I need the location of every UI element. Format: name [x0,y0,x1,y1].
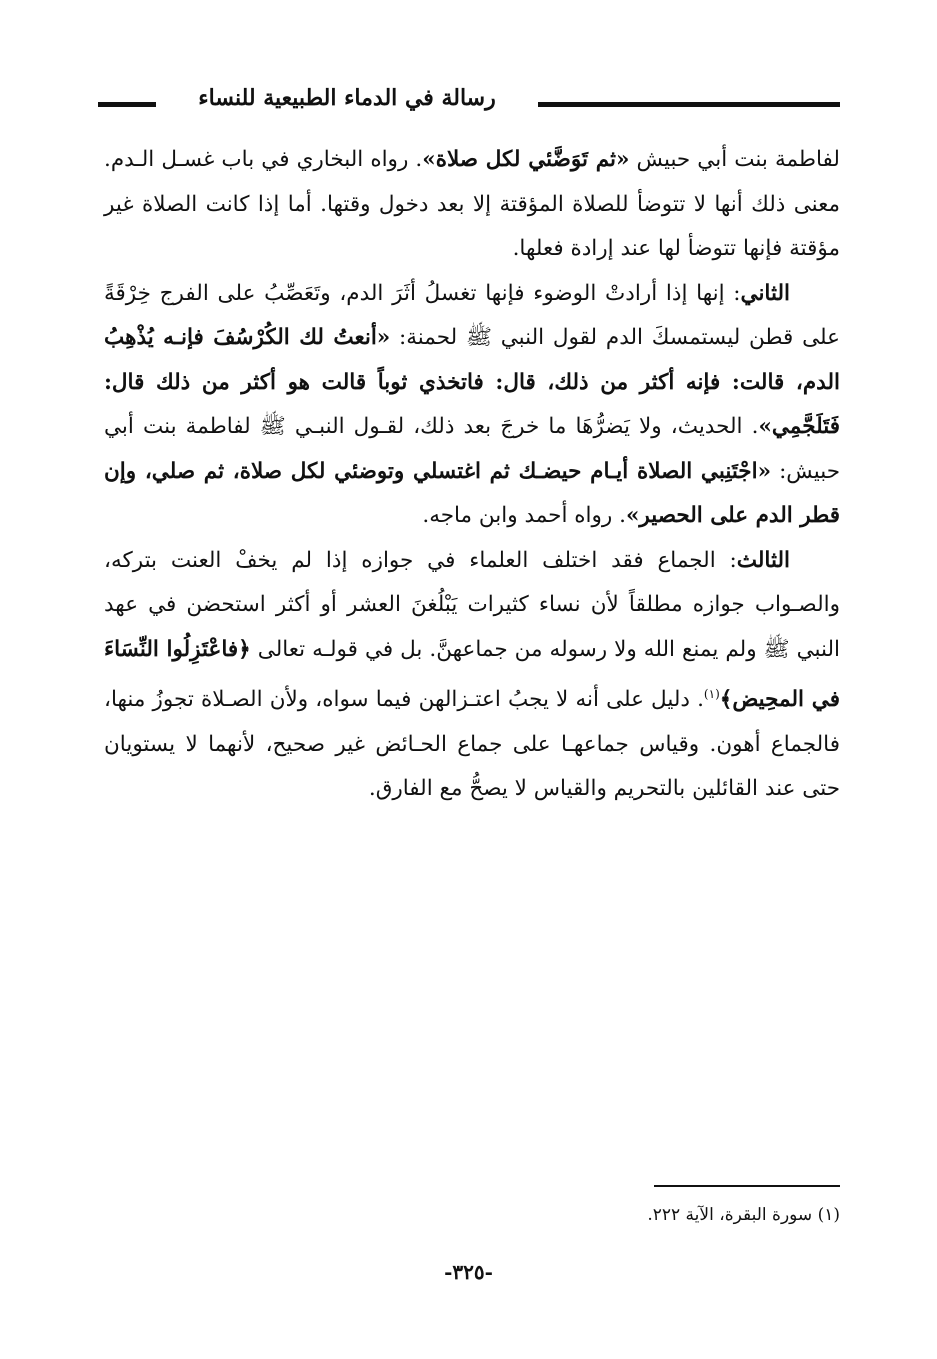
paragraph-2 [104,272,840,539]
quran-verse-quote: ﴿فاعْتَزِلُوا النِّسَاءَ في المحِيض﴾ [104,636,840,713]
paragraph-3 [104,539,840,812]
header-rule-left [98,102,156,107]
paragraph-2-text-c: . الحديث، ولا يَضرُّهَا ما خرجَ بعد ذلك، لقـول النبـي ﷺ لفاطمة بنت أبي حبيش: [104,414,840,484]
running-header [98,80,840,120]
hadith-quote-1: «ثم تَوَضَّئي لكل صلاة» [422,147,630,172]
paragraph-1 [104,138,840,272]
header-rule-right [538,102,840,107]
footnote-marker: (١) [703,687,720,701]
paragraph-3-text-a: : الجماع فقد اختلف العلماء في جوازه إذا لم يخفْ العنت بتركه، والصـواب جوازه مطلقاً لأن نساء كثيرات يَبْلُغنَ العشر أو أكثر استحضن في عهد النبي ﷺ ولم يمنع الله ولا رسوله من جماعهنَّ. بل في قولـه تعالى [104,547,841,662]
paragraph-2-text-a: : إنها إذا أرادتْ الوضوء فإنها تغسلُ أثَرَ الدم، وتَعَصِّبُ على الفرج خِرْقَةً على قطن ليستمسكَ الدم لقول النبي ﷺ لحمنة: [104,280,840,350]
paragraph-1-text-a: لفاطمة بنت أبي حبيش [629,147,840,172]
paragraph-2-text-e: . رواه أحمد وابن ماجه. [422,503,626,528]
footnote-separator [654,1185,840,1187]
main-text [104,138,840,812]
hadith-quote-3: «اجْتَنِبي الصلاة أيـام حيضـك ثم اغتسلي وتوضئي لكل صلاة، ثم صلي، وإن قطر الدم على الحصير» [104,458,840,528]
second-point-label: الثاني [740,280,790,306]
page-number: -٣٢٥- [444,1260,493,1284]
hadith-quote-2: «أنعتُ لك الكُرْسُفَ فإنـه يُذْهِبُ الدم، قالت: فإنه أكثر من ذلك، قال: فاتخذي ثوباً قالت هو أكثر من ذلك قال: فَتَلَجَّمِي» [104,325,840,439]
paragraph-3-text-c: . دليل على أنه لا يجبُ اعتـزالهن فيما سواه، ولأن الصـلاة تجوزُ منها، فالجماع أهون. وقياس جماعهـا على جماع الحـائض غير صحيح، لأنهما لا يستويان حتى عند القائلين بالتحريم والقياس لا يصحُّ مع الفارق. [104,687,840,802]
third-point-label: الثالث [736,547,790,573]
running-header-title: رسالة في الدماء الطبيعية للنساء [198,85,496,111]
paragraph-1-text-c: . رواه البخاري في باب غسـل الـدم. معنى ذلك أنها لا تتوضأ للصلاة المؤقتة إلا بعد دخول وقتها. أما إذا كانت الصلاة غير مؤقتة فإنها تتوضأ لها عند إرادة فعلها. [104,147,840,261]
footnote: (١) سورة البقرة، الآية ٢٢٢. [647,1205,840,1225]
